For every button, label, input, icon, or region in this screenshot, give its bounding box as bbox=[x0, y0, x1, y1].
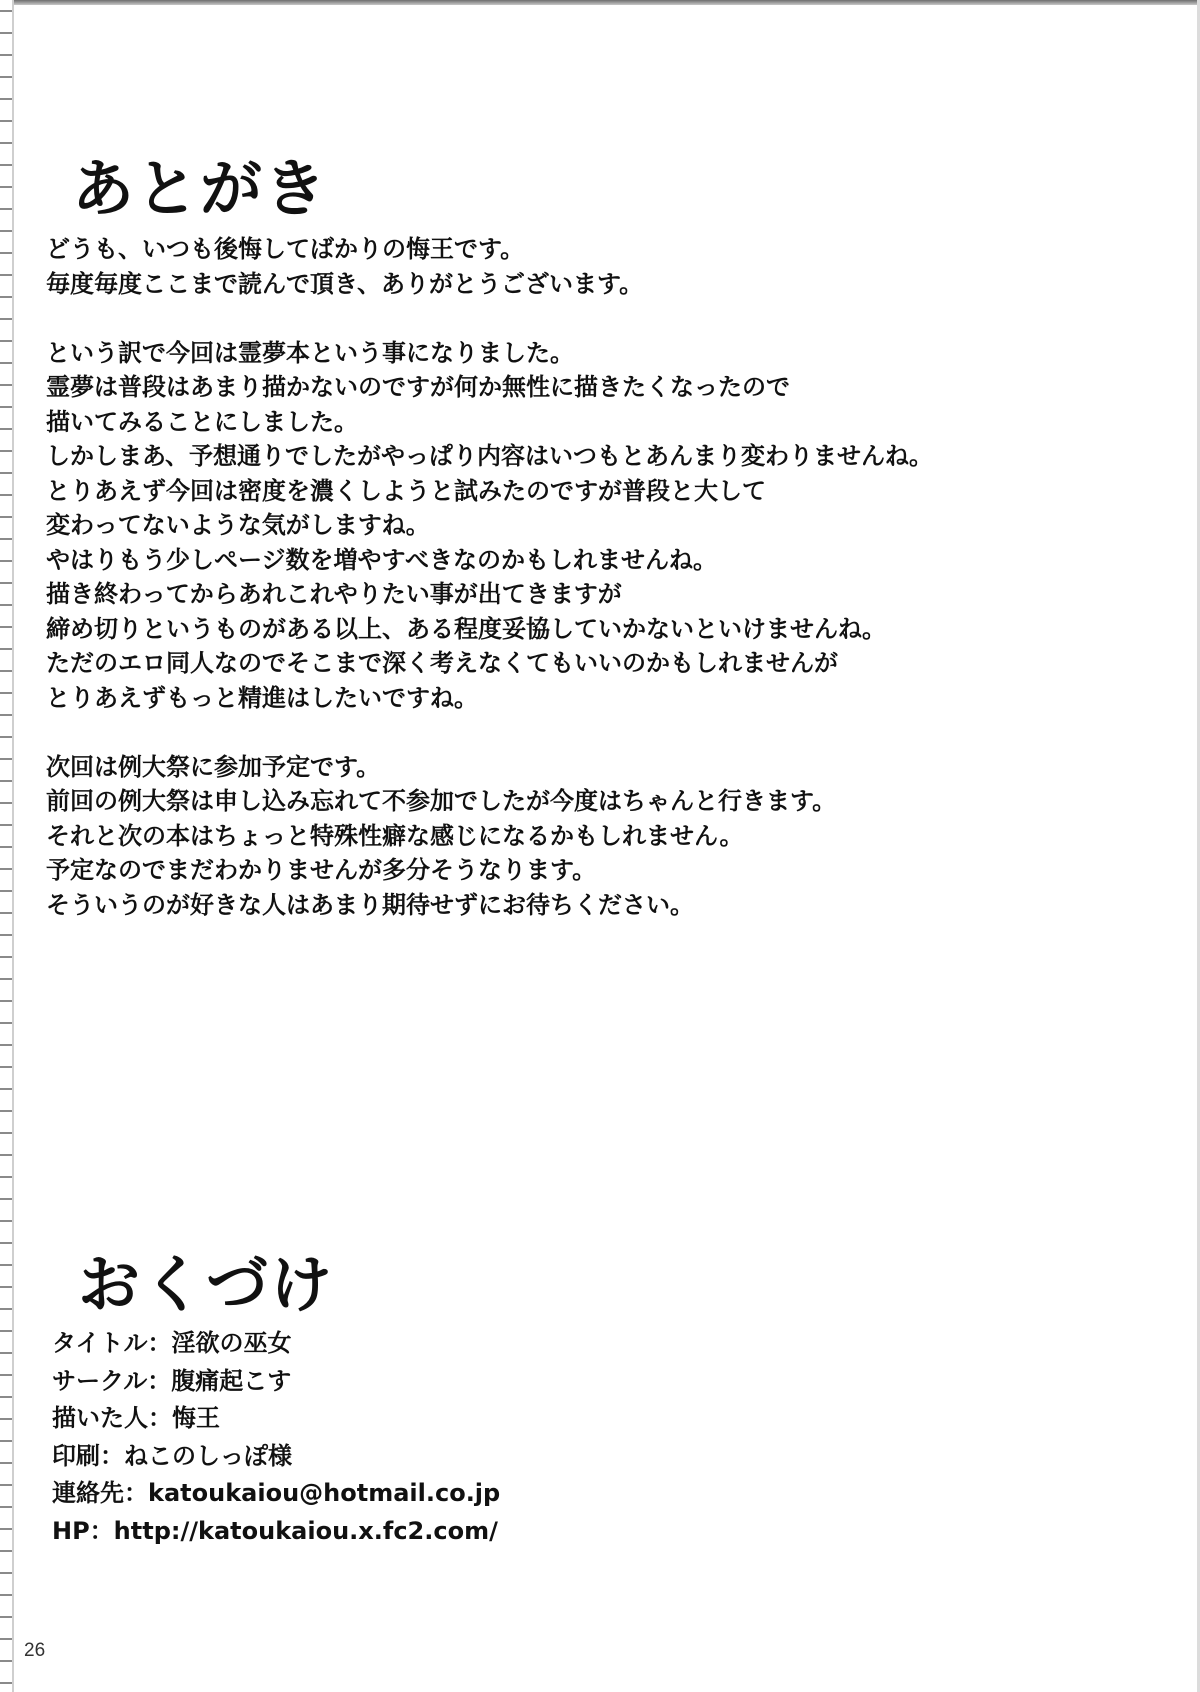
afterword-heading: あとがき bbox=[72, 151, 329, 225]
colophon-printer-row: 印刷：ねこのしっぽ様 bbox=[52, 1441, 292, 1470]
afterword-line: 変わってないような気がしますね。 bbox=[46, 511, 430, 539]
colophon-homepage-row: HP：http://katoukaiou.x.fc2.com/ bbox=[52, 1516, 498, 1545]
afterword-paragraph-2 bbox=[46, 336, 1146, 716]
afterword-line: 毎度毎度ここまで読んで頂き、ありがとうございます。 bbox=[46, 269, 644, 298]
afterword-line: 描いてみることにしました。 bbox=[46, 407, 358, 436]
afterword-line: という訳で今回は霊夢本という事になりました。 bbox=[46, 338, 574, 367]
afterword-paragraph-3 bbox=[46, 750, 1146, 923]
colophon-circle-row: サークル：腹痛起こす bbox=[52, 1366, 292, 1395]
afterword-line: 前回の例大祭は申し込み忘れて不参加でしたが今度はちゃんと行きます。 bbox=[46, 787, 837, 815]
afterword-line: ただのエロ同人なのでそこまで深く考えなくてもいいのかもしれませんが bbox=[46, 649, 838, 677]
afterword-body bbox=[46, 232, 1146, 922]
afterword-line: それと次の本はちょっと特殊性癖な感じになるかもしれません。 bbox=[46, 821, 744, 850]
colophon-info-list bbox=[52, 1325, 500, 1550]
afterword-line: 霊夢は普段はあまり描かないのですが何か無性に描きたくなったので bbox=[46, 373, 790, 401]
afterword-line: 描き終わってからあれこれやりたい事が出てきますが bbox=[46, 580, 622, 608]
afterword-line: しかしまあ、予想通りでしたがやっぱり内容はいつもとあんまり変わりませんね。 bbox=[46, 442, 934, 470]
afterword-line: 締め切りというものがある以上、ある程度妥協していかないといけませんね。 bbox=[46, 614, 886, 643]
binding-edge bbox=[0, 0, 14, 1692]
afterword-line: 予定なのでまだわかりませんが多分そうなります。 bbox=[46, 856, 597, 884]
colophon-contact-row: 連絡先：katoukaiou@hotmail.co.jp bbox=[52, 1479, 501, 1507]
colophon-author-row: 描いた人：悔王 bbox=[52, 1404, 220, 1432]
page-number: 26 bbox=[24, 1640, 46, 1661]
afterword-line: とりあえず今回は密度を濃くしようと試みたのですが普段と大して bbox=[46, 476, 766, 505]
afterword-paragraph-1 bbox=[46, 232, 1146, 301]
afterword-line: そういうのが好きな人はあまり期待せずにお待ちください。 bbox=[46, 890, 694, 919]
page-top-edge bbox=[0, 0, 1200, 5]
afterword-line: 次回は例大祭に参加予定です。 bbox=[46, 752, 381, 781]
colophon-heading: おくづけ bbox=[78, 1247, 335, 1321]
afterword-line: どうも、いつも後悔してばかりの悔王です。 bbox=[46, 235, 525, 263]
colophon-title-row: タイトル：淫欲の巫女 bbox=[52, 1329, 292, 1357]
afterword-line: やはりもう少しページ数を増やすべきなのかもしれませんね。 bbox=[46, 545, 718, 574]
afterword-line: とりあえずもっと精進はしたいですね。 bbox=[46, 683, 478, 712]
